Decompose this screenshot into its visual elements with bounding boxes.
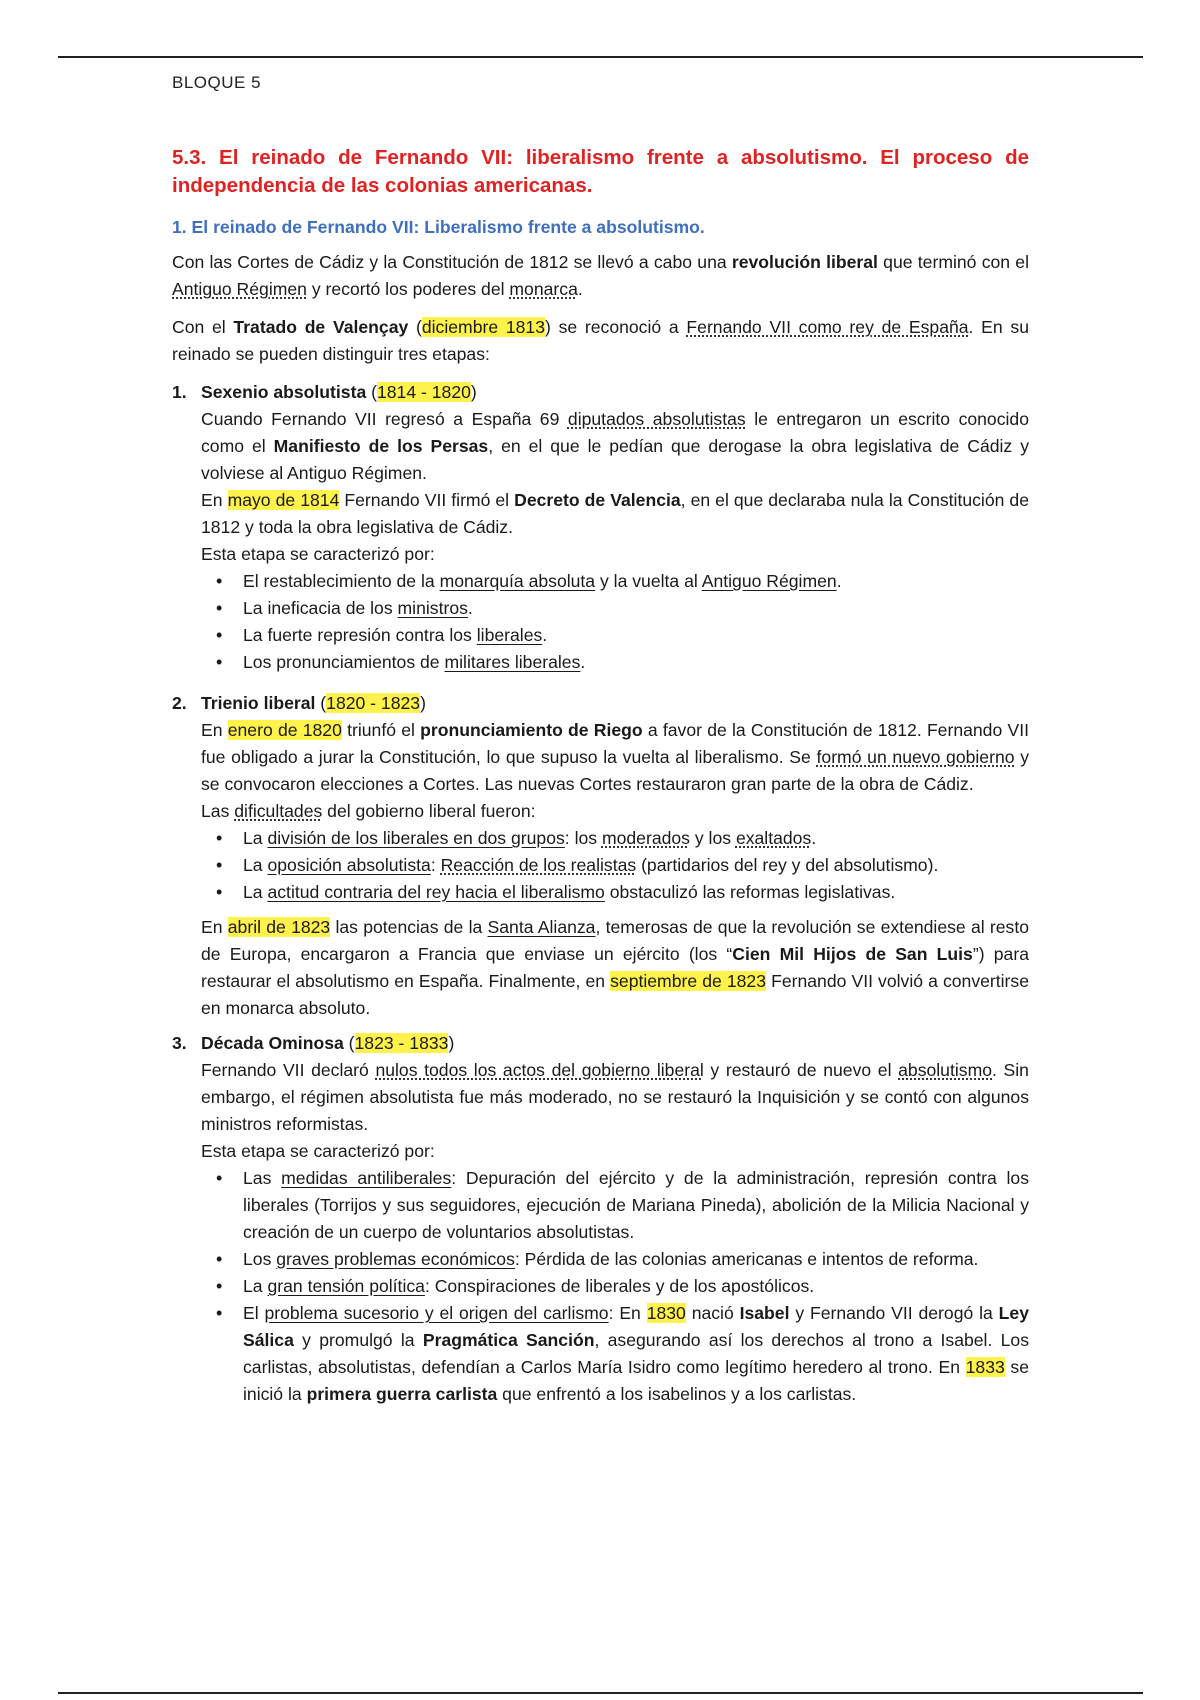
stage-decada-ominosa	[172, 1030, 1029, 1408]
document-body	[172, 144, 1029, 1408]
stage-paragraph: En enero de 1820 triunfó el pronunciamiento de Riego a favor de la Constitución de 1812. Fernando VII fue obligado a jurar la Constitución, lo que supuso la vuelta al liberalismo. Se formó un nuevo gobierno y se convocaron elecciones a Cortes. Las nuevas Cortes restauraron gran parte de la obra de Cádiz.	[201, 720, 1029, 794]
stages-list	[172, 379, 1029, 1408]
intro-paragraph-1: Con las Cortes de Cádiz y la Constitución de 1812 se llevó a cabo una revolución liberal que terminó con el Antiguo Régimen y recortó los poderes del monarca.	[172, 252, 1029, 299]
intro-paragraph-2: Con el Tratado de Valençay (diciembre 1813) se reconoció a Fernando VII como rey de España. En su reinado se pueden distinguir tres etapas:	[172, 317, 1029, 364]
list-item: • Los graves problemas económicos: Pérdida de las colonias americanas e intentos de reforma.	[243, 1246, 1029, 1273]
list-item: • El problema sucesorio y el origen del carlismo: En 1830 nació Isabel y Fernando VII derogó la Ley Sálica y promulgó la Pragmática Sanción, asegurando así los derechos al trono a Isabel. Los carlistas, absolutistas, defendían a Carlos María Isidro como legítimo heredero al trono. En 1833 se inició la primera guerra carlista que enfrentó a los isabelinos y a los carlistas.	[243, 1300, 1029, 1408]
stage-number: 3.	[172, 1033, 187, 1053]
footer-rule	[58, 1692, 1143, 1694]
characteristics-list	[201, 568, 1029, 676]
stage-paragraph: En abril de 1823 las potencias de la Santa Alianza, temerosas de que la revolución se extendiese al resto de Europa, encargaron a Francia que enviase un ejército (los “Cien Mil Hijos de San Luis”) para restaurar el absolutismo en España. Finalmente, en septiembre de 1823 Fernando VII volvió a convertirse en monarca absoluto.	[201, 917, 1029, 1018]
list-item: • La fuerte represión contra los liberales.	[243, 622, 1029, 649]
stage-paragraph: Cuando Fernando VII regresó a España 69 diputados absolutistas le entregaron un escrito conocido como el Manifiesto de los Persas, en el que le pedían que derogase la obra legislativa de Cádiz y volviese al Antiguo Régimen.	[201, 409, 1029, 483]
section-heading: 1. El reinado de Fernando VII: Liberalismo frente a absolutismo.	[172, 217, 705, 237]
stage-number: 2.	[172, 693, 187, 713]
stage-heading: Década Ominosa (1823 - 1833)	[201, 1033, 455, 1053]
stage-trienio	[172, 690, 1029, 1030]
list-item: • La ineficacia de los ministros.	[243, 595, 1029, 622]
list-item: • La actitud contraria del rey hacia el liberalismo obstaculizó las reformas legislativas.	[243, 879, 1029, 906]
page-header: BLOQUE 5	[172, 73, 262, 92]
list-item: • Las medidas antiliberales: Depuración del ejército y de la administración, represión contra los liberales (Torrijos y sus seguidores, ejecución de Mariana Pineda), abolición de la Milicia Nacional y creación de un cuerpo de voluntarios absolutistas.	[243, 1165, 1029, 1246]
list-item: • La división de los liberales en dos grupos: los moderados y los exaltados.	[243, 825, 1029, 852]
characteristics-list	[201, 1165, 1029, 1408]
stage-paragraph: Esta etapa se caracterizó por:	[201, 544, 435, 564]
difficulties-list	[201, 825, 1029, 906]
stage-paragraph: En mayo de 1814 Fernando VII firmó el Decreto de Valencia, en el que declaraba nula la Constitución de 1812 y toda la obra legislativa de Cádiz.	[201, 490, 1030, 537]
stage-heading: Trienio liberal (1820 - 1823)	[201, 693, 426, 713]
stage-number: 1.	[172, 382, 187, 402]
list-item: • La oposición absolutista: Reacción de los realistas (partidarios del rey y del absolutismo).	[243, 852, 1029, 879]
header-rule	[58, 56, 1143, 58]
document-title: 5.3. El reinado de Fernando VII: liberalismo frente a absolutismo. El proceso de independencia de las colonias americanas.	[172, 146, 1029, 197]
stage-sexenio	[172, 379, 1029, 690]
stage-paragraph: Esta etapa se caracterizó por:	[201, 1141, 435, 1161]
stage-paragraph: Fernando VII declaró nulos todos los actos del gobierno liberal y restauró de nuevo el absolutismo. Sin embargo, el régimen absolutista fue más moderado, no se restauró la Inquisición y se contó con algunos ministros reformistas.	[201, 1060, 1029, 1134]
list-item: • La gran tensión política: Conspiraciones de liberales y de los apostólicos.	[243, 1273, 1029, 1300]
stage-heading: Sexenio absolutista (1814 - 1820)	[201, 382, 477, 402]
list-item: • El restablecimiento de la monarquía absoluta y la vuelta al Antiguo Régimen.	[243, 568, 1029, 595]
stage-paragraph: Las dificultades del gobierno liberal fueron:	[201, 801, 536, 821]
list-item: • Los pronunciamientos de militares liberales.	[243, 649, 1029, 676]
